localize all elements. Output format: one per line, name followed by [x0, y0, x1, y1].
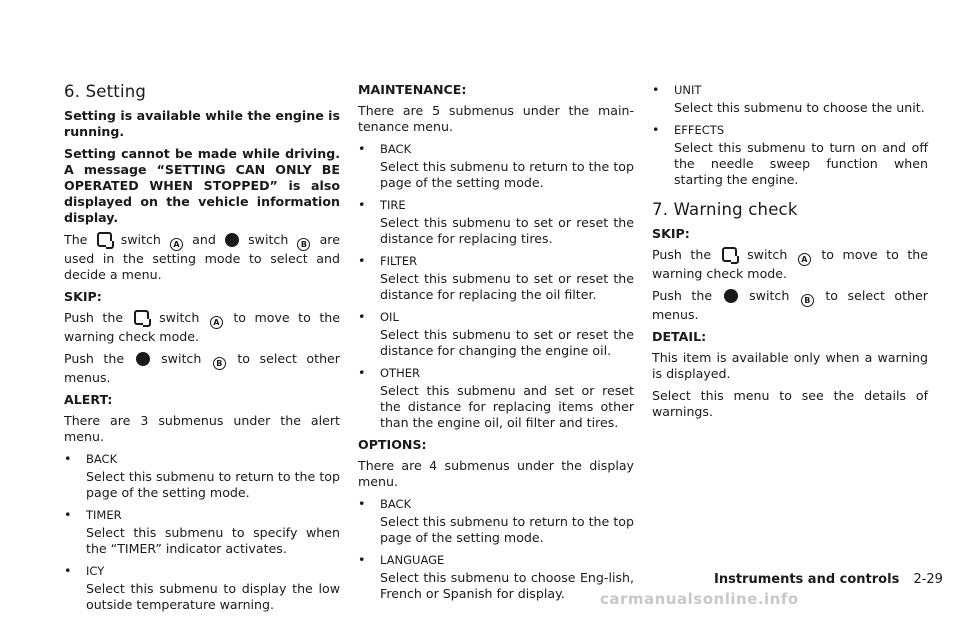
- bullet: •: [358, 197, 366, 212]
- b-circle-icon: B: [213, 357, 226, 370]
- bullet: •: [358, 253, 366, 268]
- maintenance-intro: There are 5 submenus under the main-tenance menu.: [358, 103, 634, 134]
- item-title: OIL: [380, 310, 399, 324]
- bullet: •: [652, 82, 660, 97]
- item-title: OTHER: [380, 366, 420, 380]
- list-item: [358, 309, 634, 359]
- detail-paragraph-1: This item is available only when a warning is displayed.: [652, 350, 928, 381]
- column-1: [64, 82, 340, 619]
- skip-instruction-1: Push the switch A to move to the warning check mode.: [64, 310, 340, 344]
- item-desc: Select this submenu to choose Eng-lish, French or Spanish for display.: [380, 570, 634, 601]
- item-title: TIMER: [86, 508, 122, 522]
- column-3: [652, 82, 928, 426]
- setting-note-running: Setting is available while the engine is running.: [64, 108, 340, 139]
- item-title: UNIT: [674, 83, 702, 97]
- bullet: •: [358, 552, 366, 567]
- list-item: [358, 253, 634, 303]
- page-footer: [714, 572, 943, 587]
- options-label: OPTIONS:: [358, 437, 427, 452]
- section-title-warning-check: 7. Warning check: [652, 200, 798, 219]
- item-title: BACK: [86, 452, 118, 466]
- item-desc: Select this submenu to display the low outside temperature warning.: [86, 581, 340, 612]
- filled-circle-switch-icon: [724, 289, 738, 303]
- bullet: •: [64, 507, 72, 522]
- square-switch-icon: [722, 247, 737, 262]
- list-item: [358, 141, 634, 191]
- bullet: •: [652, 122, 660, 137]
- item-title: BACK: [380, 142, 412, 156]
- item-desc: Select this submenu to set or reset the distance for changing the engine oil.: [380, 327, 634, 358]
- bullet: •: [358, 141, 366, 156]
- list-item: [652, 82, 928, 116]
- bullet: •: [64, 563, 72, 578]
- a-circle-icon: A: [798, 253, 811, 266]
- watermark: carmanualsonline.info: [600, 590, 799, 608]
- list-item: [652, 122, 928, 188]
- item-title: ICY: [86, 564, 105, 578]
- filled-circle-switch-icon: [225, 233, 239, 247]
- square-switch-icon: [97, 232, 112, 247]
- alert-label: ALERT:: [64, 392, 113, 407]
- bullet: •: [358, 309, 366, 324]
- skip-label: SKIP:: [64, 289, 102, 304]
- list-item: [358, 496, 634, 546]
- options-intro: There are 4 submenus under the display menu.: [358, 458, 634, 489]
- item-desc: Select this submenu to turn on and off the needle sweep function when starting the engine.: [674, 140, 928, 187]
- skip-instruction-1: Push the switch A to move to the warning check mode.: [652, 247, 928, 281]
- item-desc: Select this submenu to return to the top page of the setting mode.: [380, 159, 634, 190]
- list-item: [358, 197, 634, 247]
- setting-note-driving: Setting cannot be made while driving. A message “SETTING CAN ONLY BE OPERATED WHEN STOPPED” is also displayed on the vehicle information display.: [64, 146, 340, 225]
- list-item: [358, 365, 634, 431]
- bullet: •: [358, 496, 366, 511]
- section-title-setting: 6. Setting: [64, 82, 147, 101]
- list-item: [64, 563, 340, 613]
- item-desc: Select this submenu to set or reset the distance for replacing the oil filter.: [380, 271, 634, 302]
- item-desc: Select this submenu to return to the top page of the setting mode.: [86, 469, 340, 500]
- item-desc: Select this submenu to specify when the “TIMER” indicator activates.: [86, 525, 340, 556]
- list-item: [64, 451, 340, 501]
- column-2: [358, 82, 634, 608]
- square-switch-icon: [134, 310, 149, 325]
- a-circle-icon: A: [210, 316, 223, 329]
- item-title: FILTER: [380, 254, 418, 268]
- skip-instruction-2: Push the switch B to select other menus.: [652, 288, 928, 322]
- detail-label: DETAIL:: [652, 329, 707, 344]
- item-title: TIRE: [380, 198, 406, 212]
- item-desc: Select this submenu to choose the unit.: [674, 100, 925, 115]
- filled-circle-switch-icon: [136, 352, 150, 366]
- alert-intro: There are 3 submenus under the alert menu.: [64, 413, 340, 444]
- bullet: •: [358, 365, 366, 380]
- item-desc: Select this submenu to return to the top page of the setting mode.: [380, 514, 634, 545]
- item-title: BACK: [380, 497, 412, 511]
- a-circle-icon: A: [170, 238, 183, 251]
- list-item: [358, 552, 634, 602]
- footer-section-title: Instruments and controls: [714, 572, 900, 587]
- b-circle-icon: B: [297, 238, 310, 251]
- skip-instruction-2: Push the switch B to select other menus.: [64, 351, 340, 385]
- detail-paragraph-2: Select this menu to see the details of warnings.: [652, 388, 928, 419]
- bullet: •: [64, 451, 72, 466]
- item-title: LANGUAGE: [380, 553, 445, 567]
- setting-switch-paragraph: The switch A and switch B are used in the setting mode to select and decide a menu.: [64, 232, 340, 282]
- item-desc: Select this submenu and set or reset the distance for replacing items other than the engine oil, oil filter and tires.: [380, 383, 634, 430]
- page-number: 2-29: [913, 572, 943, 587]
- b-circle-icon: B: [801, 294, 814, 307]
- skip-label: SKIP:: [652, 226, 690, 241]
- maintenance-label: MAINTENANCE:: [358, 82, 467, 97]
- item-title: EFFECTS: [674, 123, 725, 137]
- item-desc: Select this submenu to set or reset the distance for replacing tires.: [380, 215, 634, 246]
- list-item: [64, 507, 340, 557]
